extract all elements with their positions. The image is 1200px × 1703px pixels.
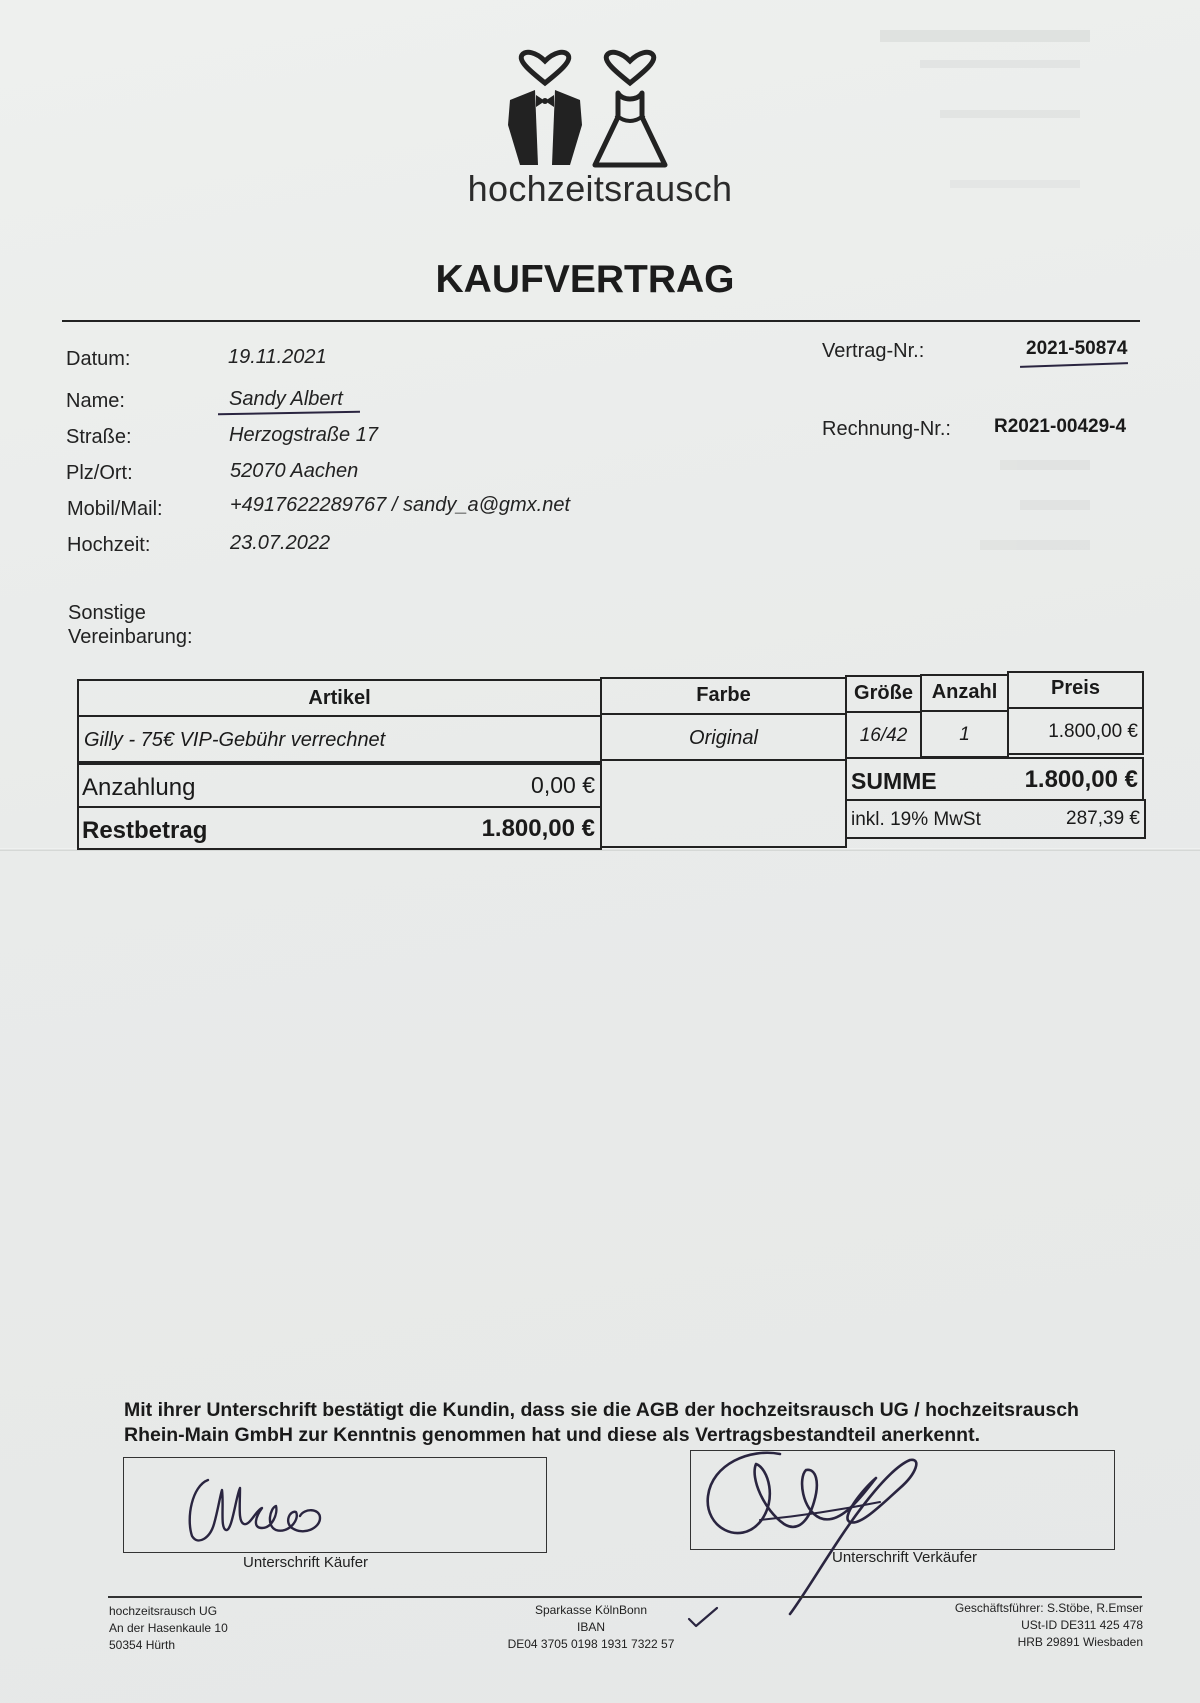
sum-label: SUMME — [851, 768, 937, 794]
agb-notice-line-1: Mit ihrer Unterschrift bestätigt die Kundin, dass sie die AGB der hochzeitsrausch UG / hochzeitsrausch — [124, 1399, 1079, 1421]
row-article: Gilly - 75€ VIP-Gebühr verrechnet — [84, 729, 386, 751]
invoice-no-value: R2021-00429-4 — [994, 416, 1127, 437]
footer-directors: Geschäftsführer: S.Stöbe, R.Emser — [954, 1601, 1143, 1615]
buyer-signature-label: Unterschrift Käufer — [243, 1554, 369, 1571]
footer-iban: DE04 3705 0198 1931 7322 57 — [507, 1637, 675, 1651]
sum-value: 1.800,00 € — [1024, 766, 1138, 793]
header-color-cell — [600, 677, 847, 715]
row-price: 1.800,00 € — [1048, 721, 1138, 742]
seller-signature — [690, 1418, 950, 1618]
logo-bride-groom-icon — [500, 45, 680, 175]
row-qty: 1 — [959, 724, 970, 745]
remaining-value: 1.800,00 € — [481, 815, 595, 842]
footer-bank — [491, 1602, 691, 1653]
agb-notice-line-2: Rhein-Main GmbH zur Kenntnis genommen hat und diese als Vertragsbestandteil anerkennt. — [124, 1424, 980, 1446]
footer-register: HRB 29891 Wiesbaden — [1017, 1635, 1143, 1649]
footer-company-street: An der Hasenkaule 10 — [109, 1621, 228, 1635]
row-size: 16/42 — [859, 725, 908, 746]
vat-value: 287,39 € — [1066, 808, 1140, 829]
vat-label: inkl. 19% MwSt — [851, 809, 981, 830]
date-label: Datum: — [66, 348, 131, 370]
footer-divider — [108, 1596, 1142, 1598]
header-article-cell — [77, 679, 602, 717]
vat-cell — [845, 799, 1146, 839]
header-qty-cell — [920, 674, 1009, 712]
header-size-cell — [845, 675, 922, 713]
other-agreement-line-1: Sonstige — [68, 602, 146, 624]
header-price-cell — [1007, 671, 1144, 709]
seller-signature-label: Unterschrift Verkäufer — [832, 1549, 978, 1566]
row-size-cell — [845, 711, 922, 759]
other-agreement-line-2: Vereinbarung: — [68, 626, 193, 648]
footer-company-city: 50354 Hürth — [109, 1638, 176, 1652]
footer-bank-name: Sparkasse KölnBonn — [534, 1603, 648, 1617]
street-label: Straße: — [66, 426, 132, 448]
remaining-cell — [77, 806, 602, 850]
footer-vat-id: USt-ID DE311 425 478 — [1021, 1618, 1143, 1632]
checkmark-icon — [686, 1605, 720, 1629]
city-value: 52070 Aachen — [230, 460, 359, 482]
agb-notice — [124, 1398, 1144, 1448]
brand-name: hochzeitsrausch — [467, 168, 733, 209]
header-color: Farbe — [696, 684, 751, 706]
name-label: Name: — [66, 390, 125, 412]
deposit-label: Anzahlung — [82, 774, 196, 801]
row-color-cell — [600, 713, 847, 761]
wedding-label: Hochzeit: — [67, 534, 151, 556]
contract-no-label: Vertrag-Nr.: — [822, 340, 925, 362]
row-qty-cell — [920, 710, 1009, 758]
row-article-cell — [77, 715, 602, 763]
row-color: Original — [689, 727, 758, 749]
contact-label: Mobil/Mail: — [67, 498, 163, 520]
sum-cell — [845, 757, 1144, 801]
contract-no-value: 2021-50874 — [1026, 338, 1128, 359]
document-title: KAUFVERTRAG — [435, 258, 735, 301]
header-price: Preis — [1051, 677, 1100, 699]
footer-iban-label: IBAN — [576, 1620, 605, 1634]
remaining-label: Restbetrag — [82, 817, 208, 844]
row-price-cell — [1007, 707, 1144, 755]
deposit-cell — [77, 763, 602, 808]
wedding-value: 23.07.2022 — [230, 532, 331, 554]
other-agreement-label — [68, 601, 193, 649]
city-label: Plz/Ort: — [66, 462, 133, 484]
date-value: 19.11.2021 — [228, 346, 327, 368]
name-value: Sandy Albert — [229, 388, 343, 410]
invoice-no-label: Rechnung-Nr.: — [822, 418, 951, 440]
header-qty: Anzahl — [931, 681, 998, 703]
footer-company — [109, 1603, 228, 1654]
header-article: Artikel — [308, 687, 371, 709]
contact-value: +4917622289767 / sandy_a@gmx.net — [230, 494, 571, 516]
buyer-signature — [180, 1466, 340, 1552]
title-divider — [62, 320, 1140, 322]
deposit-value: 0,00 € — [531, 772, 595, 798]
footer-company-name: hochzeitsrausch UG — [109, 1604, 218, 1618]
header-size: Größe — [854, 682, 913, 704]
blank-middle-cell — [600, 759, 847, 848]
footer-management — [900, 1600, 1143, 1651]
street-value: Herzogstraße 17 — [229, 424, 378, 446]
